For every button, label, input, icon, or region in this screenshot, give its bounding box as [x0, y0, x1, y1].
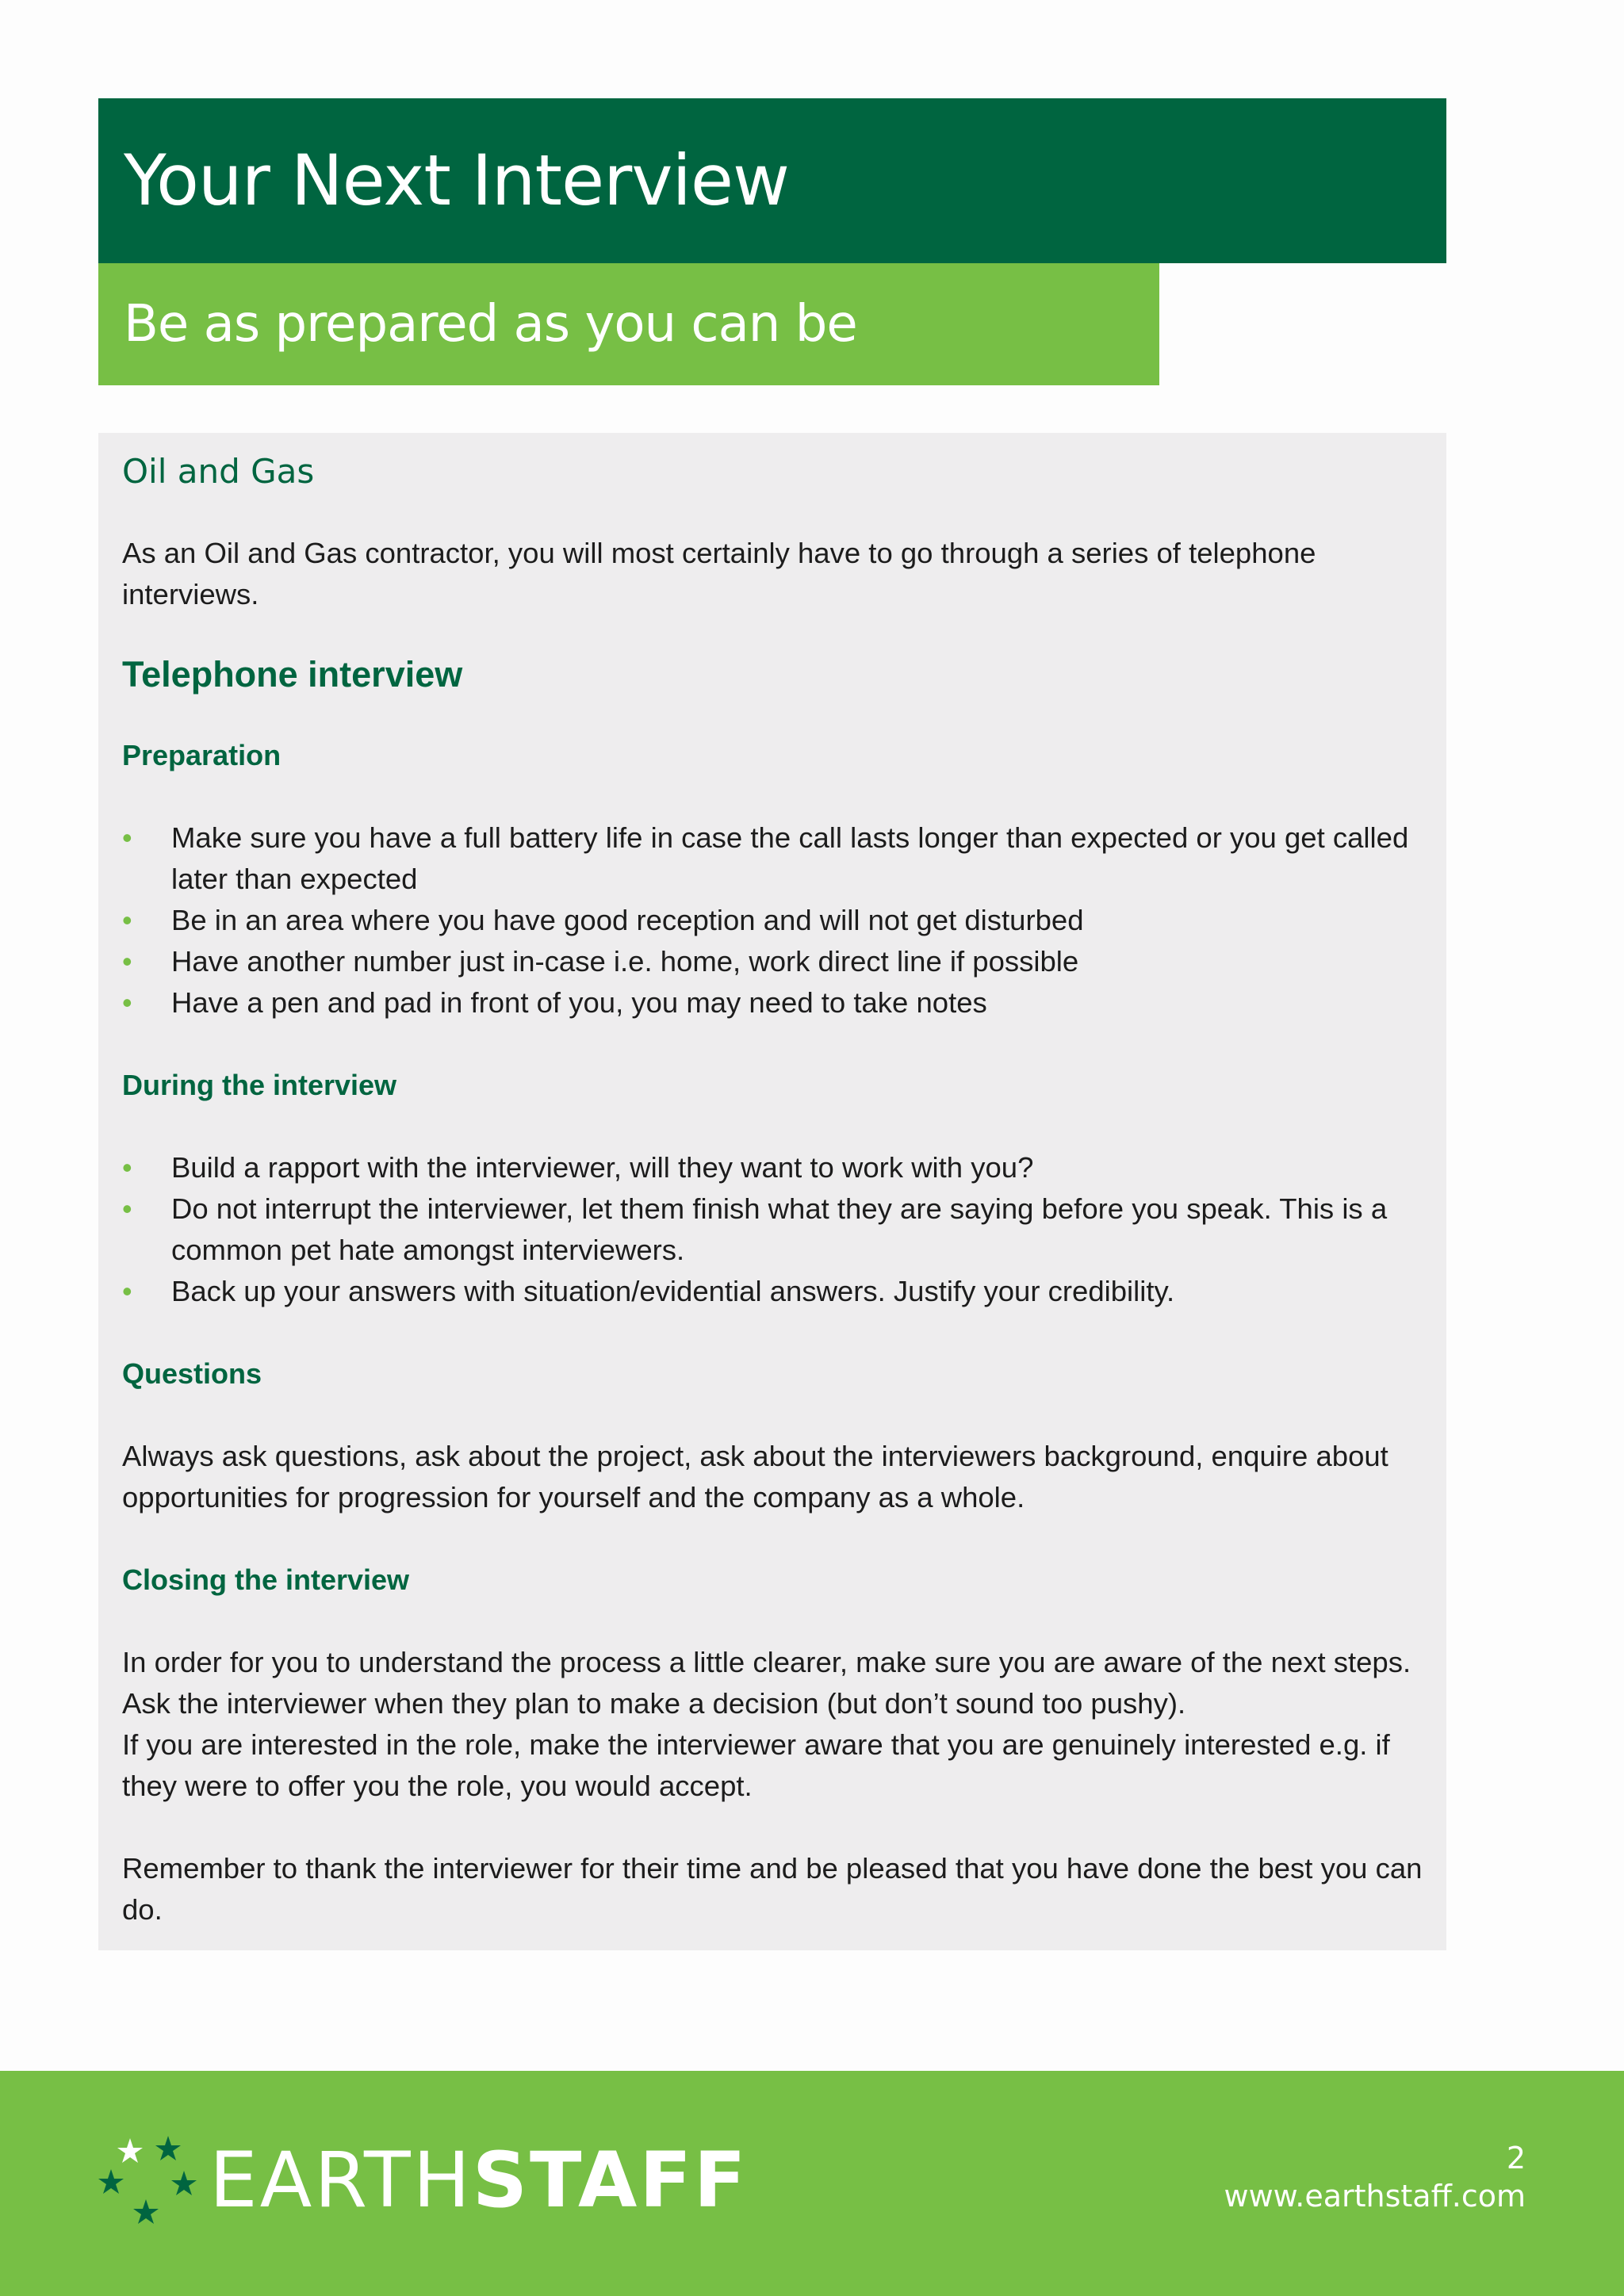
title-banner [98, 98, 1446, 263]
logo-text-bold: STAFF [472, 2136, 749, 2225]
page-subtitle: Be as prepared as you can be [124, 295, 857, 354]
list-item-text: Be in an area where you have good reception and will not get disturbed [171, 904, 1084, 937]
during-interview-heading: During the interview [122, 1069, 397, 1102]
list-item [122, 941, 1423, 982]
section-title: Oil and Gas [122, 452, 315, 491]
footer [0, 2071, 1624, 2296]
during-interview-list [122, 1147, 1423, 1312]
list-item [122, 900, 1423, 941]
list-item-text: Do not interrupt the interviewer, let them finish what they are saying before you speak. This is a common pet hate amongst interviewers. [171, 1192, 1388, 1267]
list-item-text: Back up your answers with situation/evidential answers. Justify your credibility. [171, 1275, 1175, 1308]
list-item [122, 817, 1423, 900]
list-item-text: Have a pen and pad in front of you, you may need to take notes [171, 986, 987, 1020]
list-item-text: Build a rapport with the interviewer, will they want to work with you? [171, 1151, 1034, 1184]
website-link[interactable]: www.earthstaff.com [1224, 2179, 1526, 2214]
bullet-icon: • [122, 1275, 132, 1308]
content-panel [98, 433, 1446, 1950]
list-item [122, 1147, 1423, 1188]
subtitle-banner [98, 263, 1159, 385]
list-item [122, 1271, 1423, 1312]
page-title: Your Next Interview [124, 140, 789, 221]
bullet-icon: • [122, 1151, 132, 1184]
list-item-text: Make sure you have a full battery life in case the call lasts longer than expected or you get called later than expected [171, 821, 1409, 896]
telephone-interview-heading: Telephone interview [122, 654, 463, 695]
page-number: 2 [1506, 2141, 1526, 2175]
bullet-icon: • [122, 986, 132, 1020]
closing-paragraph-3: Remember to thank the interviewer for their time and be pleased that you have done the best you can do. [122, 1852, 1423, 1927]
logo-text-light: EARTH [209, 2136, 473, 2225]
bullet-icon: • [122, 904, 132, 937]
intro-paragraph: As an Oil and Gas contractor, you will most certainly have to go through a series of telephone interviews. [122, 537, 1316, 611]
list-item [122, 982, 1423, 1024]
questions-heading: Questions [122, 1357, 262, 1391]
closing-heading: Closing the interview [122, 1563, 410, 1597]
closing-paragraph-1: In order for you to understand the process a little clearer, make sure you are aware of the next steps. Ask the interviewer when they plan to make a decision (but don’t sound too pushy). [122, 1646, 1411, 1720]
list-item [122, 1188, 1423, 1271]
bullet-icon: • [122, 1192, 132, 1226]
company-logo-text [209, 2133, 749, 2228]
closing-paragraph-2: If you are interested in the role, make the interviewer aware that you are genuinely interested e.g. if they were to offer you the role, you would accept. [122, 1728, 1390, 1803]
questions-paragraph: Always ask questions, ask about the project, ask about the interviewers background, enquire about opportunities for progression for yourself and the company as a whole. [122, 1440, 1388, 1514]
bullet-icon: • [122, 821, 132, 855]
preparation-heading: Preparation [122, 739, 282, 772]
stars-logo-icon [97, 2134, 200, 2237]
list-item-text: Have another number just in-case i.e. home, work direct line if possible [171, 945, 1079, 978]
bullet-icon: • [122, 945, 132, 978]
preparation-list [122, 817, 1423, 1024]
